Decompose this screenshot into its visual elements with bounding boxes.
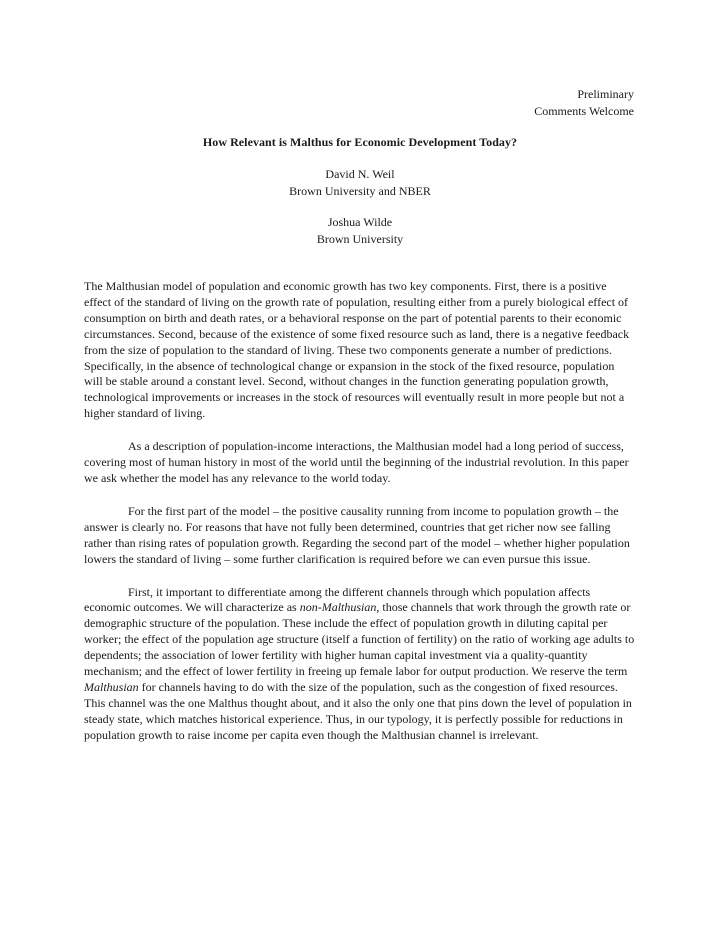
body-paragraph: For the first part of the model – the positive causality running from income to population growth – the answer is clearly no. For reasons that have not fully been determined, countries that get richer now see falling rather than rising rates of population growth. Regarding the second part of the model – whether higher population lowers the standard of living – some further clarification is required before we can even pursue this issue. bbox=[84, 503, 630, 566]
author-name: Joshua Wilde bbox=[327, 215, 393, 229]
preliminary-label: Preliminary bbox=[577, 87, 634, 101]
emphasized-term: Malthusian bbox=[84, 679, 139, 694]
author-affiliation: Brown University and NBER bbox=[289, 184, 431, 198]
paper-body bbox=[84, 279, 636, 761]
paragraph-text: , those channels that work through the growth rate or demographic structure of the population. These include the effect of population growth in diluting capital per worker; the effect of the population age structure (itself a function of fertility) on the ratio of working age adults to dependents; the association of lower fertility with higher human capital investment via a quality-quantity mechanism; and the effect of lower fertility in freeing up female labor for output production. We reserve the term bbox=[84, 600, 635, 679]
author-affiliation: Brown University bbox=[316, 232, 404, 246]
comments-welcome-label: Comments Welcome bbox=[534, 104, 634, 118]
body-paragraph: As a description of population-income interactions, the Malthusian model had a long period of success, covering most of human history in most of the world until the beginning of the industrial revolution. In this paper we ask whether the model has any relevance to the world today. bbox=[84, 439, 629, 485]
author-block bbox=[0, 166, 720, 200]
paper-title: How Relevant is Malthus for Economic Development Today? bbox=[202, 135, 518, 149]
paragraph-text: for channels having to do with the size of the population, such as the congestion of fixed resources. This channel was the one Malthus thought about, and it also the only one that pins down the level of population in steady state, which matches historical experience. Thus, in our typology, it is perfectly possible for reductions in population growth to raise income per capita even though the Malthusian channel is irrelevant. bbox=[84, 679, 632, 742]
body-paragraph: The Malthusian model of population and economic growth has two key components. First, there is a positive effect of the standard of living on the growth rate of population, resulting either from a purely biological effect of consumption on birth and death rates, or a behavioral response on the part of potential parents to their economic circumstances. Second, because of the existence of some fixed resource such as land, there is a negative feedback from the size of population to the standard of living. These two components generate a number of predictions. Specifically, in the absence of technological change or expansion in the stock of the fixed resource, population will be stable around a constant level. Second, without changes in the function generating population growth, technological improvements or increases in the stock of resources will eventually result in more people but not a higher standard of living. bbox=[84, 279, 630, 421]
author-name: David N. Weil bbox=[325, 167, 395, 181]
author-block bbox=[0, 214, 720, 248]
paragraph-text: First, it important to differentiate among the different channels through which population affects economic outcomes. We will characterize as bbox=[84, 584, 591, 615]
emphasized-term: non-Malthusian bbox=[299, 600, 377, 615]
body-paragraph bbox=[84, 585, 636, 744]
draft-status-note bbox=[534, 86, 634, 120]
